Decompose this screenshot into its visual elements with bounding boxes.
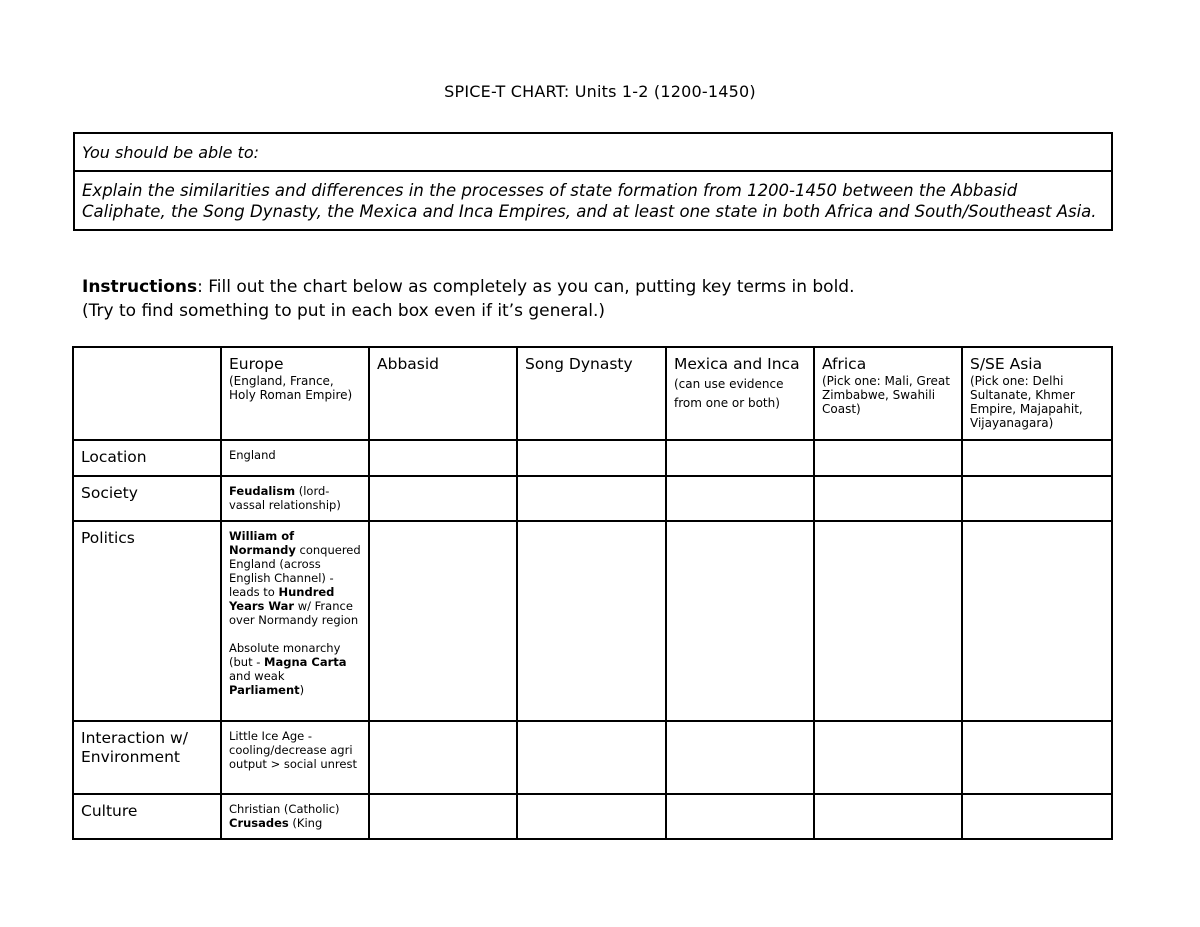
cell-text: ): [299, 683, 305, 697]
cell-culture-abbasid: [369, 794, 517, 839]
cell-paragraph: [229, 641, 361, 697]
instructions-text: : Fill out the chart below as completely as you can, putting key terms in bold.: [197, 277, 855, 297]
objectives-text: Explain the similarities and differences in the processes of state formation from 1200-1450 between the Abbasid Caliphate, the Song Dynasty, the Mexica and Inca Empires, and at least one state in both Africa and South/Southeast Asia.: [82, 181, 1097, 221]
column-note-europe: (England, France, Holy Roman Empire): [229, 374, 353, 402]
cell-text: (King: [288, 816, 323, 830]
table-row-interaction: [73, 721, 1112, 794]
row-label-culture: Culture: [73, 794, 221, 839]
cell-text: Absolute monarchy (but -: [229, 641, 341, 669]
key-term: Feudalism: [229, 484, 296, 498]
cell-society-asia: [962, 476, 1112, 521]
cell-location-abbasid: [369, 440, 517, 476]
key-term: Crusades: [229, 816, 289, 830]
objectives-heading: You should be able to:: [75, 134, 1111, 172]
cell-interaction-abbasid: [369, 721, 517, 794]
table-row-location: [73, 440, 1112, 476]
column-title-africa: Africa: [822, 355, 867, 373]
cell-culture-africa: [814, 794, 962, 839]
objectives-box: [73, 132, 1113, 231]
paragraph-gap: [229, 627, 361, 641]
cell-politics-abbasid: [369, 521, 517, 721]
column-header-mexica: [666, 347, 814, 440]
cell-text: conquered England (across English Channel) - leads to: [229, 543, 361, 599]
column-header-africa: [814, 347, 962, 440]
row-label-interaction: Interaction w/ Environment: [73, 721, 221, 794]
cell-politics-africa: [814, 521, 962, 721]
cell-politics-europe: [221, 521, 369, 721]
cell-culture-song: [517, 794, 666, 839]
cell-culture-asia: [962, 794, 1112, 839]
column-header-europe: [221, 347, 369, 440]
instructions-line-1: [82, 275, 1182, 299]
column-title-abbasid: Abbasid: [377, 355, 439, 373]
cell-location-europe: England: [221, 440, 369, 476]
row-label-politics: Politics: [73, 521, 221, 721]
cell-interaction-europe: Little Ice Age - cooling/decrease agri output > social unrest: [221, 721, 369, 794]
column-title-mexica: Mexica and Inca: [674, 355, 800, 373]
page-title: SPICE-T CHART: Units 1-2 (1200-1450): [444, 82, 756, 101]
cell-location-song: [517, 440, 666, 476]
cell-society-abbasid: [369, 476, 517, 521]
key-term: Parliament: [229, 683, 300, 697]
cell-society-song: [517, 476, 666, 521]
key-term: Hundred Years War: [229, 585, 335, 613]
cell-text: Christian (Catholic): [229, 802, 340, 816]
cell-politics-mexica: [666, 521, 814, 721]
cell-politics-song: [517, 521, 666, 721]
column-header-song: [517, 347, 666, 440]
column-title-song: Song Dynasty: [525, 355, 633, 373]
header-row: [73, 347, 1112, 440]
spice-chart-table: [72, 346, 1113, 840]
cell-interaction-mexica: [666, 721, 814, 794]
cell-paragraph: [229, 816, 361, 830]
column-note-asia: (Pick one: Delhi Sultanate, Khmer Empire, Majapahit, Vijayanagara): [970, 374, 1083, 430]
instructions: [82, 275, 1182, 323]
cell-location-mexica: [666, 440, 814, 476]
cell-text: and weak: [229, 669, 285, 683]
column-title-asia: S/SE Asia: [970, 355, 1043, 373]
row-label-society: Society: [73, 476, 221, 521]
table-row-society: [73, 476, 1112, 521]
cell-paragraph: [229, 529, 361, 627]
row-label-location: Location: [73, 440, 221, 476]
cell-interaction-song: [517, 721, 666, 794]
column-header-abbasid: [369, 347, 517, 440]
cell-text: w/ France over Normandy region: [229, 599, 359, 627]
cell-location-africa: [814, 440, 962, 476]
cell-society-europe: [221, 476, 369, 521]
column-title-europe: Europe: [229, 355, 284, 373]
cell-interaction-africa: [814, 721, 962, 794]
cell-society-africa: [814, 476, 962, 521]
cell-politics-asia: [962, 521, 1112, 721]
cell-society-mexica: [666, 476, 814, 521]
cell-culture-europe: [221, 794, 369, 839]
cell-location-asia: [962, 440, 1112, 476]
cell-text: (lord-vassal relationship): [229, 484, 341, 512]
instructions-line-2: (Try to find something to put in each box even if it’s general.): [82, 301, 606, 321]
column-note-mexica: (can use evidence from one or both): [674, 377, 784, 410]
table-row-culture: [73, 794, 1112, 839]
corner-cell: [73, 347, 221, 440]
cell-interaction-asia: [962, 721, 1112, 794]
key-term: Magna Carta: [264, 655, 347, 669]
instructions-label: Instructions: [82, 277, 198, 297]
cell-culture-mexica: [666, 794, 814, 839]
table-row-politics: [73, 521, 1112, 721]
key-term: William of Normandy: [229, 529, 296, 557]
column-note-africa: (Pick one: Mali, Great Zimbabwe, Swahili Coast): [822, 374, 950, 416]
column-header-asia: [962, 347, 1112, 440]
